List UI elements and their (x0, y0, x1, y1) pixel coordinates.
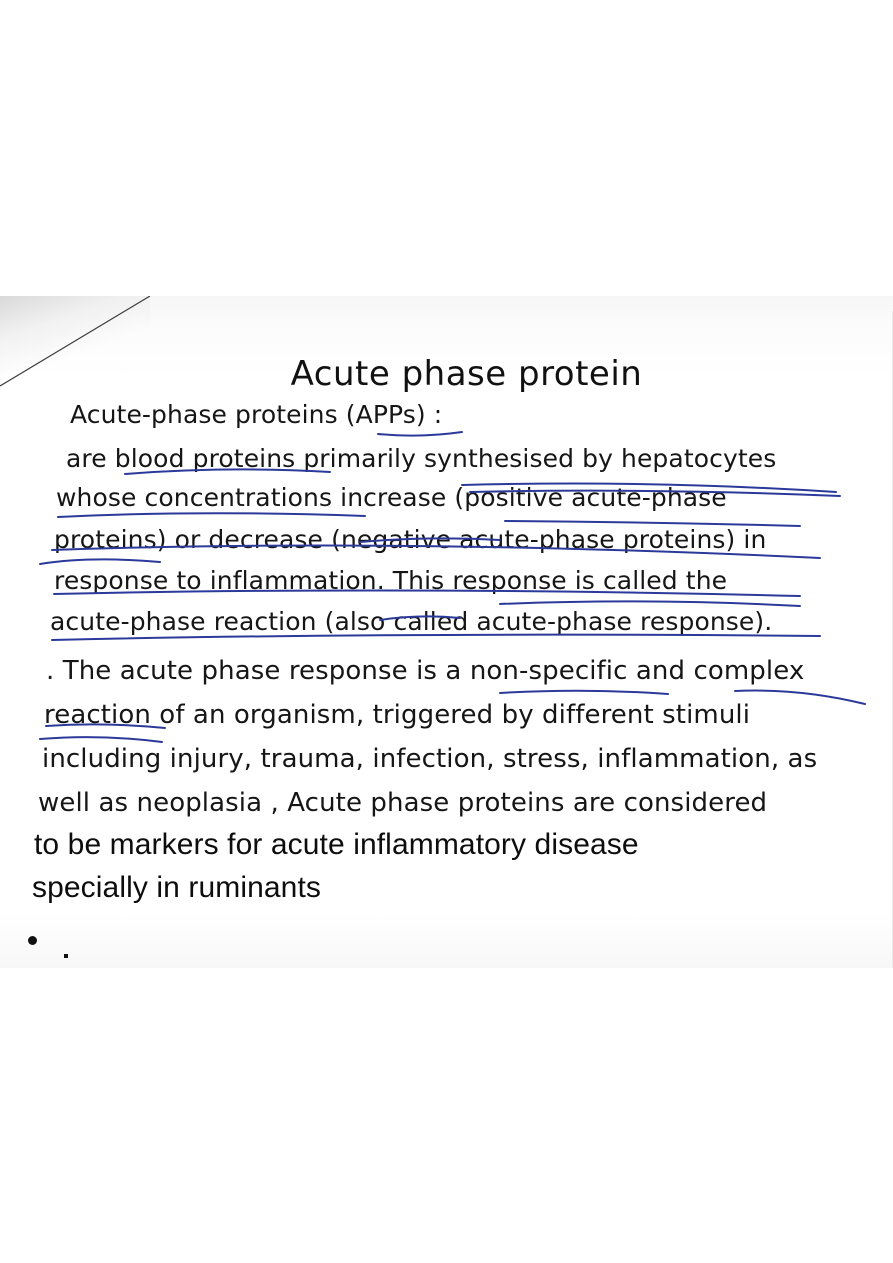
text-line-11: to be markers for acute inflammatory disease (34, 828, 639, 861)
bullet-point (28, 936, 37, 945)
text-line-8: reaction of an organism, triggered by different stimuli (44, 700, 751, 730)
text-line-4: proteins) or decrease (negative acute-phase proteins) in (54, 525, 767, 554)
period-mark (64, 954, 68, 958)
text-line-3: whose concentrations increase (positive acute-phase (56, 483, 727, 512)
slide (0, 296, 893, 968)
text-line-10: well as neoplasia , Acute phase proteins are considered (38, 788, 768, 818)
text-line-6: acute-phase reaction (also called acute-phase response). (50, 607, 773, 636)
text-line-12: specially in ruminants (32, 871, 321, 904)
text-line-2: are blood proteins primarily synthesised by hepatocytes (66, 444, 777, 473)
text-line-5: response to inflammation. This response is called the (54, 566, 728, 595)
text-line-9: including injury, trauma, infection, stress, inflammation, as (42, 744, 818, 774)
text-line-7: . The acute phase response is a non-specific and complex (46, 656, 805, 686)
slide-title: Acute phase protein (290, 354, 643, 394)
text-line-1: Acute-phase proteins (APPs) : (70, 400, 443, 429)
